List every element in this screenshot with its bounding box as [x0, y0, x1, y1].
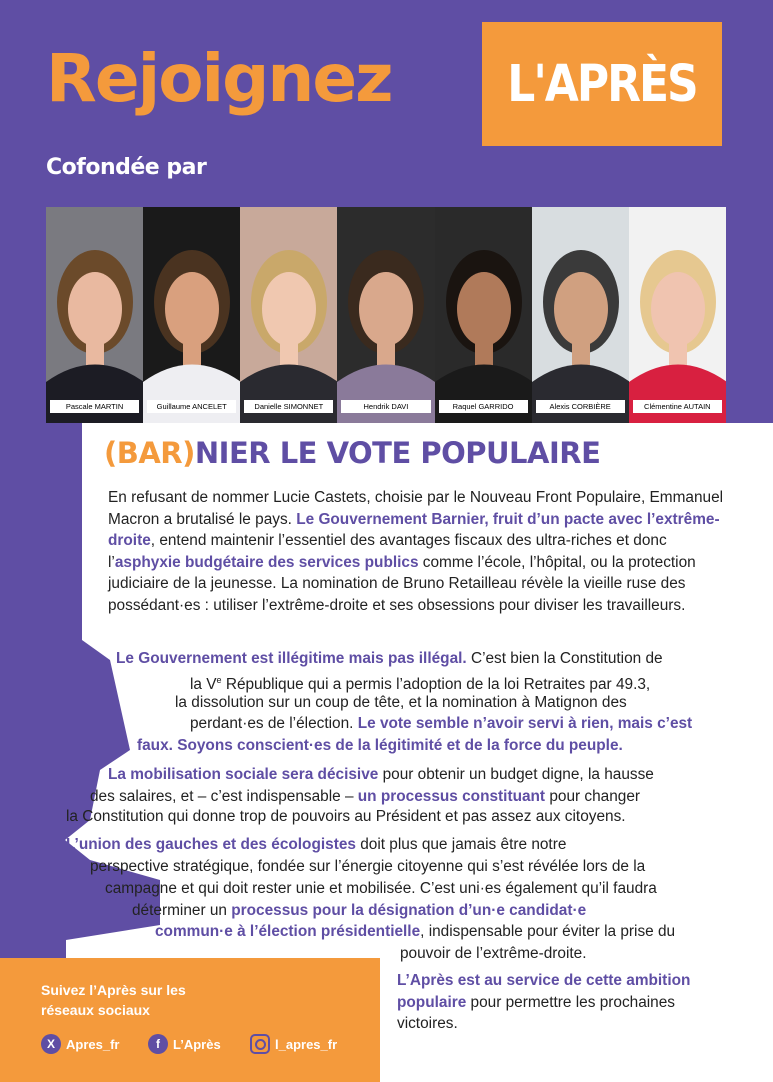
- body-text: pouvoir de l’extrême-droite.: [400, 945, 587, 962]
- body-text: perspective stratégique, fondée sur l’énergie citoyenne qui s’est révélée lors de la: [90, 858, 646, 875]
- body-text: République qui a permis l’adoption de la loi Retraites par 49.3,: [221, 676, 651, 694]
- instagram-icon: [250, 1034, 270, 1054]
- paragraph-5: [397, 970, 737, 1035]
- body-text: perdant·es de l’élection.: [190, 715, 358, 732]
- highlight-text: Le vote semble n’avoir servi à rien, mais c’est: [357, 715, 693, 732]
- social-link[interactable]: [41, 1034, 119, 1054]
- portrait-illustration: [532, 207, 629, 423]
- text-line: [108, 764, 654, 786]
- logo-text: L'APRÈS: [507, 54, 697, 114]
- body-text: , entend maintenir l’essentiel des avantages fiscaux des ultra-riches et donc l’: [108, 532, 667, 571]
- founder-photo: [532, 207, 629, 423]
- founder-photo: [629, 207, 726, 423]
- text-line: [66, 834, 566, 856]
- body-text: la dissolution sur un coup de tête, et la nomination à Matignon des: [175, 694, 627, 711]
- text-line: [155, 921, 675, 943]
- highlight-text: Le Gouvernement est illégitime mais pas illégal.: [116, 650, 467, 667]
- founder-name: Hendrik DAVI: [341, 400, 430, 413]
- page-title: Rejoignez: [46, 40, 392, 117]
- founder-name: Guillaume ANCELET: [147, 400, 236, 413]
- body-text: pour obtenir un budget digne, la hausse: [378, 766, 654, 783]
- social-box: [0, 958, 380, 1082]
- text-line: [132, 900, 586, 922]
- body-text: doit plus que jamais être notre: [355, 836, 567, 853]
- heading-accent: (BAR): [104, 436, 195, 470]
- text-line: [190, 713, 692, 735]
- portrait-illustration: [46, 207, 143, 423]
- cofounders-subtitle: Cofondée par: [46, 155, 207, 180]
- body-text: des salaires, et – c’est indispensable –: [90, 788, 358, 805]
- text-line: [400, 943, 586, 965]
- highlight-text: commun·e à l’élection présidentielle: [155, 923, 421, 940]
- highlight-text: processus pour la désignation d’un·e candidat·e: [231, 902, 587, 919]
- founder-photo: [337, 207, 434, 423]
- founder-photo: [240, 207, 337, 423]
- body-text: déterminer un: [132, 902, 232, 919]
- highlight-text: L’Après est au service de cette ambition populaire: [397, 972, 691, 1011]
- founder-name: Pascale MARTIN: [50, 400, 139, 413]
- founder-name: Clémentine AUTAIN: [633, 400, 722, 413]
- founder-name: Raquel GARRIDO: [439, 400, 528, 413]
- body-text: En refusant de nommer Lucie Castets, choisie par le Nouveau Front Populaire, Emmanuel Macron a brutalisé le pays.: [108, 489, 724, 528]
- facebook-icon: f: [148, 1034, 168, 1054]
- portrait-illustration: [143, 207, 240, 423]
- social-handle: Apres_fr: [66, 1036, 120, 1052]
- body-text: e: [216, 675, 222, 685]
- highlight-text: asphyxie budgétaire des services publics: [114, 553, 419, 571]
- social-handle: l_apres_fr: [275, 1036, 338, 1052]
- body-text: C’est bien la Constitution de: [466, 650, 663, 667]
- text-line: [116, 648, 663, 670]
- founder-photo: [46, 207, 143, 423]
- portrait-illustration: [435, 207, 532, 423]
- body-text: la Constitution qui donne trop de pouvoirs au Président et pas assez aux citoyens.: [66, 808, 626, 825]
- social-handle: L’Après: [173, 1036, 221, 1052]
- founder-photo: [143, 207, 240, 423]
- text-line: [137, 735, 623, 757]
- body-text: , indispensable pour éviter la prise du: [420, 923, 676, 940]
- social-link[interactable]: [148, 1034, 221, 1054]
- text-line: [105, 878, 657, 900]
- x-icon: X: [41, 1034, 61, 1054]
- founder-photos: [46, 207, 726, 423]
- text-line: [66, 806, 626, 828]
- founder-photo: [435, 207, 532, 423]
- highlight-text: Le Gouvernement Barnier, fruit d’un pacte avec l’extrême-droite: [108, 510, 720, 550]
- highlight-text: un processus constituant: [357, 788, 546, 805]
- body-text: la V: [190, 676, 217, 694]
- heading-rest: NIER LE VOTE POPULAIRE: [194, 436, 601, 470]
- social-link[interactable]: [250, 1034, 337, 1054]
- body-text: pour changer: [545, 788, 641, 805]
- text-line: [175, 692, 627, 714]
- highlight-text: La mobilisation sociale sera décisive: [108, 766, 379, 783]
- body-text: pour permettre les prochaines victoires.: [397, 993, 676, 1033]
- body-text: comme l’école, l’hôpital, ou la protection judiciaire de la jeunesse. La nomination de Bruno Retailleau révèle la vieille ruse des possédant·es : utiliser l’extrême-droite et ses obsessions pour diviser les travailleurs.: [108, 553, 696, 614]
- text-line: [90, 786, 640, 808]
- paragraph-1: [108, 487, 740, 617]
- highlight-text: L’union des gauches et des écologistes: [66, 836, 356, 853]
- portrait-illustration: [337, 207, 434, 423]
- founder-name: Alexis CORBIÈRE: [536, 400, 625, 413]
- portrait-illustration: [629, 207, 726, 423]
- lapres-logo: [482, 22, 722, 146]
- founder-name: Danielle SIMONNET: [244, 400, 333, 413]
- social-title: Suivez l’Après sur les réseaux sociaux: [41, 982, 186, 1018]
- body-text: campagne et qui doit rester unie et mobilisée. C’est uni·es également qu’il faudra: [105, 880, 657, 897]
- text-line: [90, 856, 645, 878]
- highlight-text: faux. Soyons conscient·es de la légitimité et de la force du peuple.: [137, 737, 623, 754]
- portrait-illustration: [240, 207, 337, 423]
- article-heading: [104, 436, 600, 470]
